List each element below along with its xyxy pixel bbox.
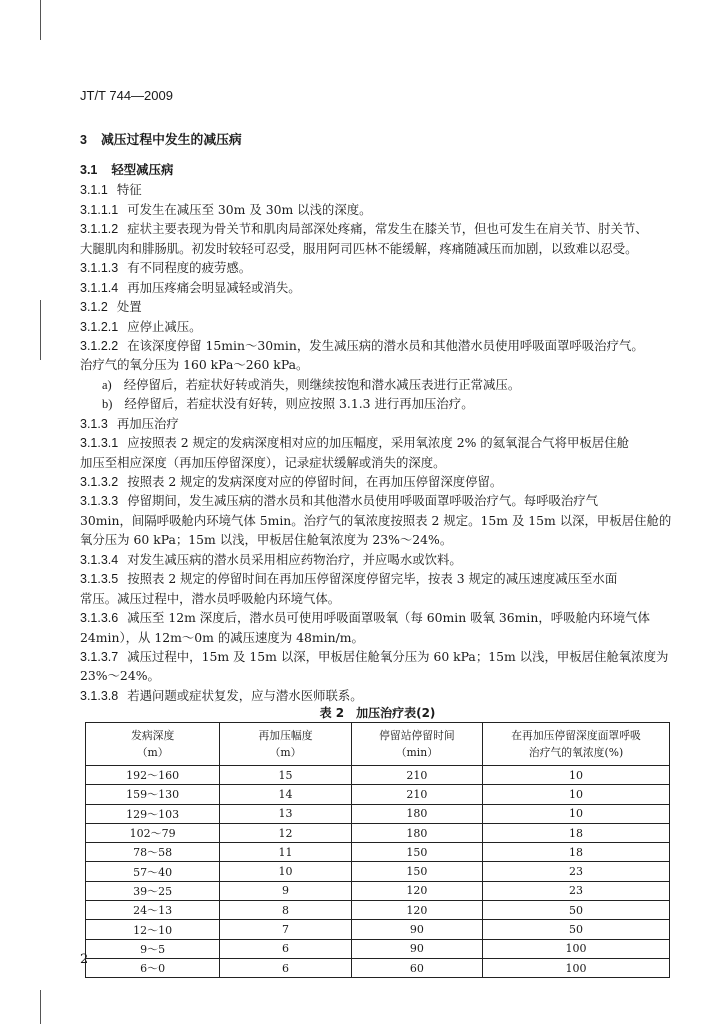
column-header <box>483 723 670 766</box>
clause <box>80 608 675 627</box>
clause-text: 在该深度停留 15min～30min，发生减压病的潜水员和其他潜水员使用呼吸面罩呼吸治疗气。 <box>127 337 644 353</box>
clause-text: 加压至相应深度（再加压停留深度），记录症状缓解或消失的深度。 <box>80 454 446 470</box>
clause-number: 3.1.1.1 <box>80 202 119 217</box>
header-text: （min） <box>395 746 439 759</box>
table-cell: 15 <box>220 766 351 785</box>
clause-number: 3.1.3 <box>80 416 108 431</box>
clause-number: 3.1.3.1 <box>80 436 119 451</box>
table-cell: 210 <box>351 785 482 804</box>
document-body <box>80 130 675 724</box>
clause-number: 3.1.1.4 <box>80 280 119 295</box>
table-cell: 8 <box>220 901 351 920</box>
page-number: 2 <box>80 952 89 967</box>
clause-number: 3.1.3.6 <box>80 611 119 626</box>
table-cell: 6 <box>220 939 351 958</box>
clause-text: 症状主要表现为骨关节和肌肉局部深处疼痛，常发生在膝关节，但也可发生在肩关节、肘关节、 <box>127 221 648 237</box>
scan-edge-line <box>40 0 41 40</box>
header-text: （m） <box>269 746 302 759</box>
clause <box>80 336 675 355</box>
clause-number: a) <box>102 377 112 392</box>
clause <box>80 200 675 219</box>
subsection-heading: 3.1 轻型减压病 <box>80 163 174 177</box>
table-cell: 90 <box>351 920 482 939</box>
column-header <box>351 723 482 766</box>
clause-continuation <box>80 453 675 472</box>
table-cell: 39～25 <box>86 881 220 900</box>
treatment-table <box>85 722 670 978</box>
clause-text: 再加压疼痛会明显减轻或消失。 <box>127 279 301 295</box>
clauses <box>80 180 675 705</box>
clause-text: 减压过程中，15m 及 15m 以深，甲板居住舱氧分压为 60 kPa；15m 以浅，甲板居住舱氧浓度为 <box>127 648 669 664</box>
table-cell: 6～0 <box>86 958 220 977</box>
header-text: 停留站停留时间 <box>379 729 455 742</box>
clause-number: 3.1.2.2 <box>80 338 119 353</box>
table-cell: 10 <box>483 766 670 785</box>
clause-text: 按照表 2 规定的停留时间在再加压停留深度停留完毕，按表 3 规定的减压速度减压至水面 <box>127 571 618 587</box>
clause-text: 常压。减压过程中，潜水员呼吸舱内环境气体。 <box>80 590 341 606</box>
table-cell: 18 <box>483 823 670 842</box>
table-cell: 90 <box>351 939 482 958</box>
table-cell: 180 <box>351 804 482 823</box>
table-row <box>86 804 670 823</box>
clause-continuation <box>80 628 675 647</box>
table-cell: 14 <box>220 785 351 804</box>
clause-number: 3.1.3.8 <box>80 688 119 703</box>
clause-text: 经停留后，若症状好转或消失，则继续按饱和潜水减压表进行正常减压。 <box>123 376 521 392</box>
table-cell: 129～103 <box>86 804 220 823</box>
clause-continuation <box>80 239 675 258</box>
table-row <box>86 958 670 977</box>
clause-text: 减压至 12m 深度后，潜水员可使用呼吸面罩吸氧（每 60min 吸氧 36min，呼吸舱内环境气体 <box>127 610 650 626</box>
clause <box>80 297 675 316</box>
clause-number: 3.1.1.3 <box>80 261 119 276</box>
table-cell: 10 <box>483 804 670 823</box>
clause-text: 经停留后，若症状没有好转，则应按照 3.1.3 进行再加压治疗。 <box>124 396 474 412</box>
table-cell: 23 <box>483 862 670 881</box>
clause <box>80 278 675 297</box>
header-text: 发病深度 <box>131 729 175 742</box>
table-cell: 12～10 <box>86 920 220 939</box>
scan-edge-line <box>40 300 41 360</box>
table-cell: 180 <box>351 823 482 842</box>
clause-text: 有不同程度的疲劳感。 <box>127 260 252 276</box>
clause <box>80 258 675 277</box>
clause <box>80 472 675 491</box>
table-row <box>86 785 670 804</box>
clause <box>80 686 675 705</box>
clause-text: 大腿肌肉和腓肠肌。初发时较轻可忍受，服用阿司匹林不能缓解，疼痛随减压而加剧，以致难以忍受。 <box>80 240 638 256</box>
clause <box>80 219 675 238</box>
clause-number: b) <box>102 397 113 412</box>
clause-continuation <box>80 589 675 608</box>
clause <box>80 317 675 336</box>
table-cell: 100 <box>483 958 670 977</box>
table-cell: 50 <box>483 901 670 920</box>
clause-number: 3.1.1.2 <box>80 222 119 237</box>
clause-number: 3.1.3.5 <box>80 572 119 587</box>
table-cell: 78～58 <box>86 843 220 862</box>
clause-number: 3.1.1 <box>80 183 108 198</box>
clause <box>80 569 675 588</box>
table-row <box>86 881 670 900</box>
table-row <box>86 920 670 939</box>
clause-text: 应停止减压。 <box>127 318 202 334</box>
column-header <box>220 723 351 766</box>
clause-number: 3.1.2.1 <box>80 319 119 334</box>
clause <box>80 414 675 433</box>
clause-number: 3.1.3.2 <box>80 475 119 489</box>
column-header <box>86 723 220 766</box>
clause-text: 再加压治疗 <box>116 415 179 431</box>
table-header-row <box>86 723 670 766</box>
clause <box>80 550 675 569</box>
table-cell: 159～130 <box>86 785 220 804</box>
clause-text: 可发生在减压至 30m 及 30m 以浅的深度。 <box>127 201 372 217</box>
table-cell: 6 <box>220 958 351 977</box>
table-row <box>86 939 670 958</box>
clause-text: 应按照表 2 规定的发病深度相对应的加压幅度，采用氧浓度 2% 的氦氧混合气将甲板居住舱 <box>127 435 629 451</box>
table-row <box>86 843 670 862</box>
scan-edge-line <box>40 990 41 1024</box>
table-cell: 9 <box>220 881 351 900</box>
table-cell: 50 <box>483 920 670 939</box>
table-cell: 12 <box>220 823 351 842</box>
clause-text: 按照表 2 规定的发病深度对应的停留时间，在再加压停留深度停留。 <box>127 474 503 489</box>
table-cell: 7 <box>220 920 351 939</box>
table-cell: 120 <box>351 881 482 900</box>
clause-continuation <box>80 530 675 549</box>
clause <box>80 433 675 452</box>
clause-number: 3.1.2 <box>80 300 108 315</box>
clause-text: 对发生减压病的潜水员采用相应药物治疗，并应喝水或饮料。 <box>127 551 462 567</box>
clause <box>80 394 675 413</box>
table-row <box>86 823 670 842</box>
clause-number: 3.1.3.4 <box>80 552 119 567</box>
table-cell: 192～160 <box>86 766 220 785</box>
header-text: 在再加压停留深度面罩呼吸 <box>511 729 641 742</box>
table-row <box>86 862 670 881</box>
table-caption: 表 2 加压治疗表(2) <box>319 706 436 721</box>
table-cell: 10 <box>220 862 351 881</box>
clause-text: 30min，间隔呼吸舱内环境气体 5min。治疗气的氧浓度按照表 2 规定。15m 及 15m 以深，甲板居住舱的 <box>80 512 672 528</box>
table-row <box>86 766 670 785</box>
table-cell: 100 <box>483 939 670 958</box>
clause <box>80 180 675 199</box>
table-cell: 210 <box>351 766 482 785</box>
clause-text: 处置 <box>116 299 142 315</box>
table-cell: 18 <box>483 843 670 862</box>
header-text: 治疗气的氧浓度(%) <box>528 746 624 759</box>
clause <box>80 647 675 666</box>
table-cell: 11 <box>220 843 351 862</box>
table-cell: 13 <box>220 804 351 823</box>
clause-text: 停留期间，发生减压病的潜水员和其他潜水员使用呼吸面罩呼吸治疗气。每呼吸治疗气 <box>127 493 599 509</box>
clause-continuation <box>80 511 675 530</box>
clause-text: 23%～24%。 <box>80 668 160 684</box>
table-cell: 23 <box>483 881 670 900</box>
table-cell: 150 <box>351 862 482 881</box>
table-cell: 57～40 <box>86 862 220 881</box>
standard-number: JT/T 744—2009 <box>80 88 173 103</box>
table-cell: 24～13 <box>86 901 220 920</box>
header-text: 再加压幅度 <box>258 729 313 742</box>
table-cell: 120 <box>351 901 482 920</box>
table-row <box>86 901 670 920</box>
table-cell: 102～79 <box>86 823 220 842</box>
clause-text: 氧分压为 60 kPa；15m 以浅，甲板居住舱氧浓度为 23%～24%。 <box>80 532 453 548</box>
clause-number: 3.1.3.7 <box>80 649 119 664</box>
clause-continuation <box>80 355 675 374</box>
clause-text: 24min），从 12m～0m 的减压速度为 48min/m。 <box>80 629 364 645</box>
table-cell: 10 <box>483 785 670 804</box>
clause-number: 3.1.3.3 <box>80 494 119 509</box>
table-cell: 60 <box>351 958 482 977</box>
header-text: （m） <box>136 746 169 759</box>
clause-continuation <box>80 666 675 685</box>
clause-text: 若遇问题或症状复发，应与潜水医师联系。 <box>127 687 363 703</box>
table-cell: 9～5 <box>86 939 220 958</box>
clause-text: 治疗气的氧分压为 160 kPa～260 kPa。 <box>80 357 309 373</box>
section-heading: 3 减压过程中发生的减压病 <box>80 132 242 147</box>
table-cell: 150 <box>351 843 482 862</box>
clause <box>80 375 675 394</box>
clause-text: 特征 <box>116 182 142 198</box>
clause <box>80 491 675 510</box>
